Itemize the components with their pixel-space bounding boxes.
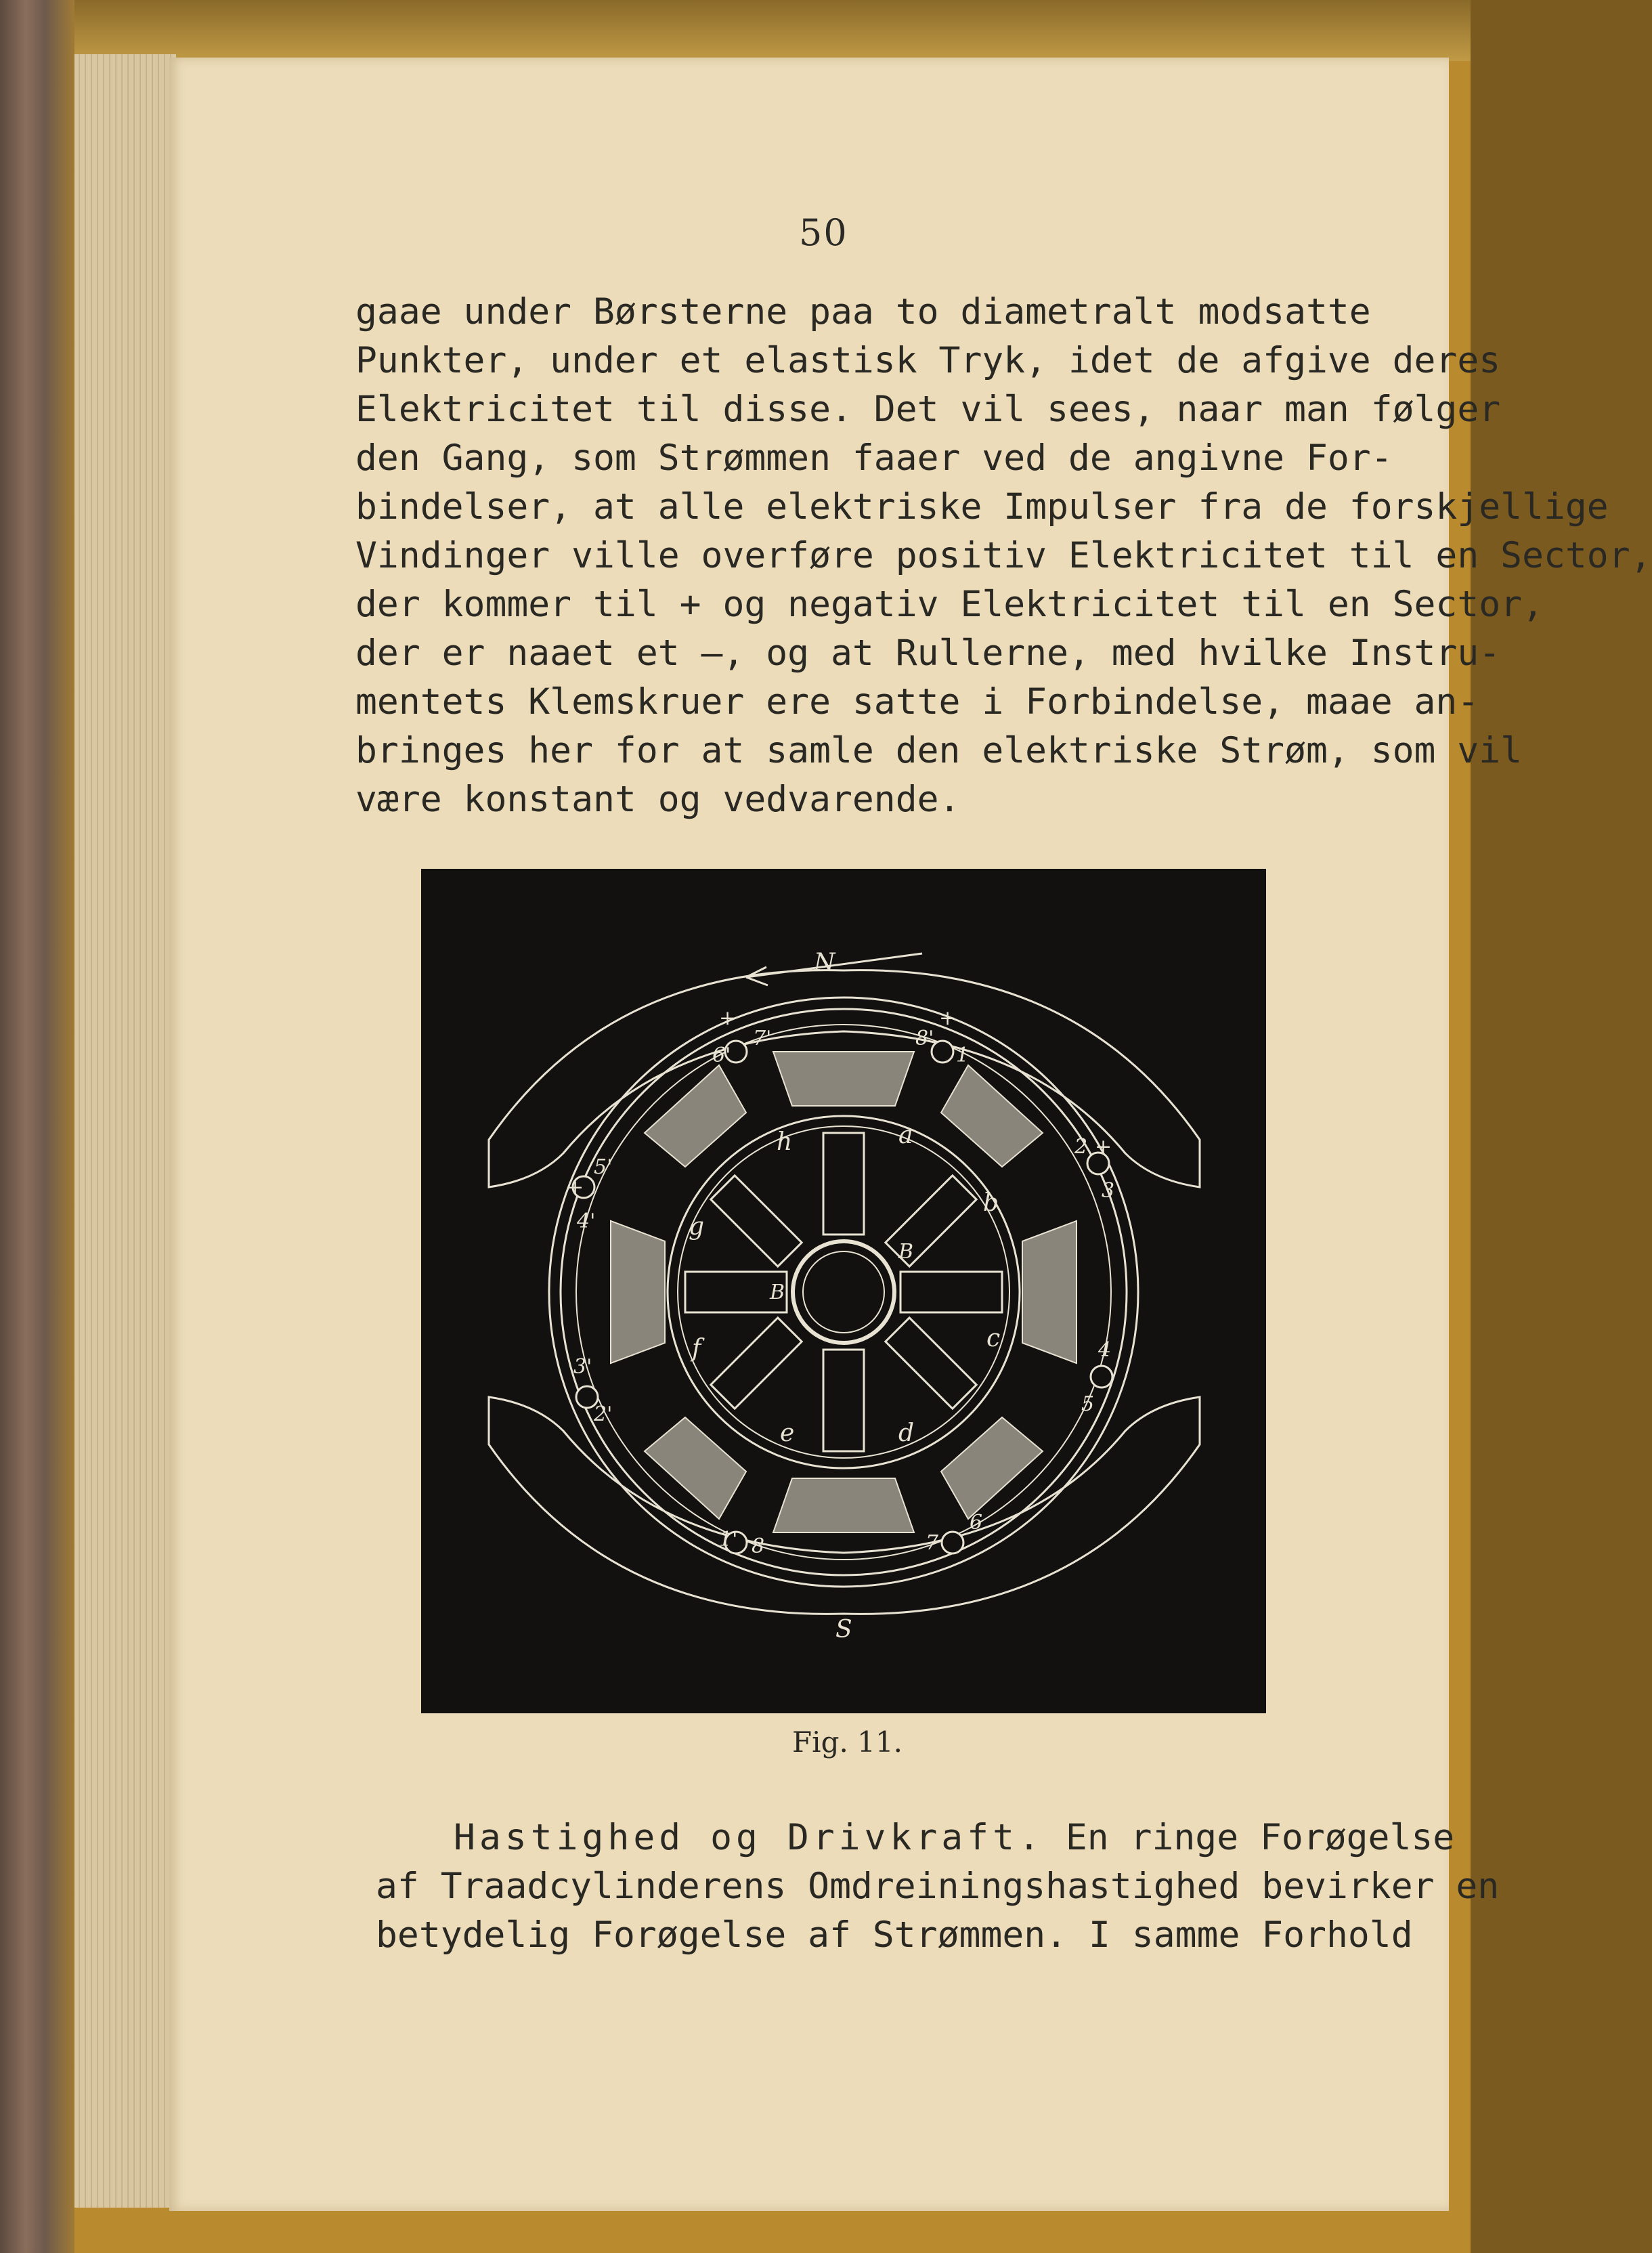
label-terminal-6: 6 (970, 1511, 983, 1535)
label-terminal-6p: 6' (712, 1044, 731, 1067)
marbled-spine (0, 0, 74, 2253)
label-terminal-7: 7 (926, 1531, 939, 1555)
label-terminal-5p: 5' (594, 1155, 613, 1179)
figure-caption: Fig. 11. (792, 1725, 903, 1759)
cover-top-edge (0, 0, 1471, 61)
text-line: der kommer til + og negativ Elektricitet til en Sector, (355, 584, 1544, 625)
label-plus-left: + (567, 1176, 584, 1199)
text-line: være konstant og vedvarende. (355, 779, 961, 820)
text-line: bindelser, at alle elektriske Impulser fra de forskjellige (355, 486, 1609, 528)
section-heading: Hastighed og Drivkraft. (454, 1817, 1044, 1858)
coil-left (611, 1221, 665, 1363)
shaft (793, 1241, 894, 1343)
segment-ll (711, 1318, 802, 1409)
coil-bottom-right (941, 1417, 1043, 1519)
label-terminal-7p: 7' (753, 1027, 772, 1050)
label-brush-left: B (770, 1281, 785, 1304)
label-north: N (814, 949, 835, 977)
label-roller-h: h (777, 1128, 793, 1156)
label-roller-b: b (983, 1189, 999, 1217)
label-brush-right: B (898, 1240, 914, 1264)
label-roller-e: e (780, 1419, 795, 1447)
dynamo-diagram (421, 869, 1266, 1713)
segment-bottom (823, 1350, 864, 1451)
text-line: gaae under Børsterne paa to diametralt modsatte (355, 291, 1371, 332)
text-line: Punkter, under et elastisk Tryk, idet de afgive deres (355, 340, 1501, 381)
segment-top (823, 1133, 864, 1235)
screw-terminal (932, 1041, 953, 1063)
section-first-line (376, 1814, 1455, 1862)
screw-terminal (942, 1532, 963, 1553)
segment-ul (711, 1176, 802, 1266)
label-terminal-1p: 1' (719, 1528, 738, 1551)
label-south: S (835, 1616, 852, 1644)
coil-right (1022, 1221, 1077, 1363)
text-line: der er naaet et —, og at Rullerne, med hvilke Instru- (355, 632, 1501, 674)
segment-lr (886, 1318, 976, 1409)
label-terminal-5: 5 (1081, 1392, 1095, 1416)
label-roller-c: c (986, 1325, 1001, 1352)
label-roller-a: a (898, 1121, 913, 1149)
label-roller-d: d (898, 1419, 915, 1447)
text-line: En ringe Forøgelse (1065, 1817, 1455, 1858)
label-roller-g: g (689, 1213, 705, 1241)
label-terminal-1: 1 (956, 1044, 970, 1067)
text-line: den Gang, som Strømmen faaer ved de angivne For- (355, 437, 1393, 479)
label-plus-top-right: + (939, 1006, 957, 1030)
text-line: Vindinger ville overføre positiv Elektricitet til en Sector, (355, 535, 1652, 576)
label-terminal-8: 8 (752, 1535, 765, 1558)
text-line: betydelig Forøgelse af Strømmen. I samme Forhold (376, 1914, 1413, 1956)
segment-right (900, 1272, 1002, 1312)
section-paragraph (376, 1814, 1500, 1960)
label-terminal-8p: 8' (915, 1027, 934, 1050)
label-terminal-4p: 4' (577, 1209, 596, 1233)
text-line: af Traadcylinderens Omdreiningshastighed bevirker en (376, 1866, 1500, 1907)
label-roller-f: f (692, 1335, 701, 1362)
label-terminal-4: 4 (1098, 1338, 1112, 1362)
label-terminal-3: 3 (1102, 1179, 1115, 1203)
coil-top-right (941, 1065, 1043, 1167)
text-line: bringes her for at samle den elektriske Strøm, som vil (355, 730, 1523, 771)
label-terminal-3p: 3' (573, 1355, 592, 1379)
body-paragraph (355, 288, 1652, 824)
label-plus-top-left: + (719, 1006, 737, 1030)
label-terminal-2p: 2' (594, 1402, 613, 1426)
page-number: 50 (799, 211, 848, 254)
coil-bottom (773, 1478, 914, 1532)
coil-bottom-left (645, 1417, 746, 1519)
text-line: mentets Klemskruer ere satte i Forbindelse, maae an- (355, 681, 1479, 723)
dynamo-figure (421, 869, 1266, 1713)
label-plus-right: + (1095, 1135, 1112, 1159)
page-edges (74, 54, 176, 2208)
label-terminal-2: 2 (1074, 1135, 1088, 1159)
text-line: Elektricitet til disse. Det vil sees, naar man følger (355, 389, 1501, 430)
coil-top (773, 1052, 914, 1106)
coil-top-left (645, 1065, 746, 1167)
screw-terminal (1091, 1366, 1112, 1388)
